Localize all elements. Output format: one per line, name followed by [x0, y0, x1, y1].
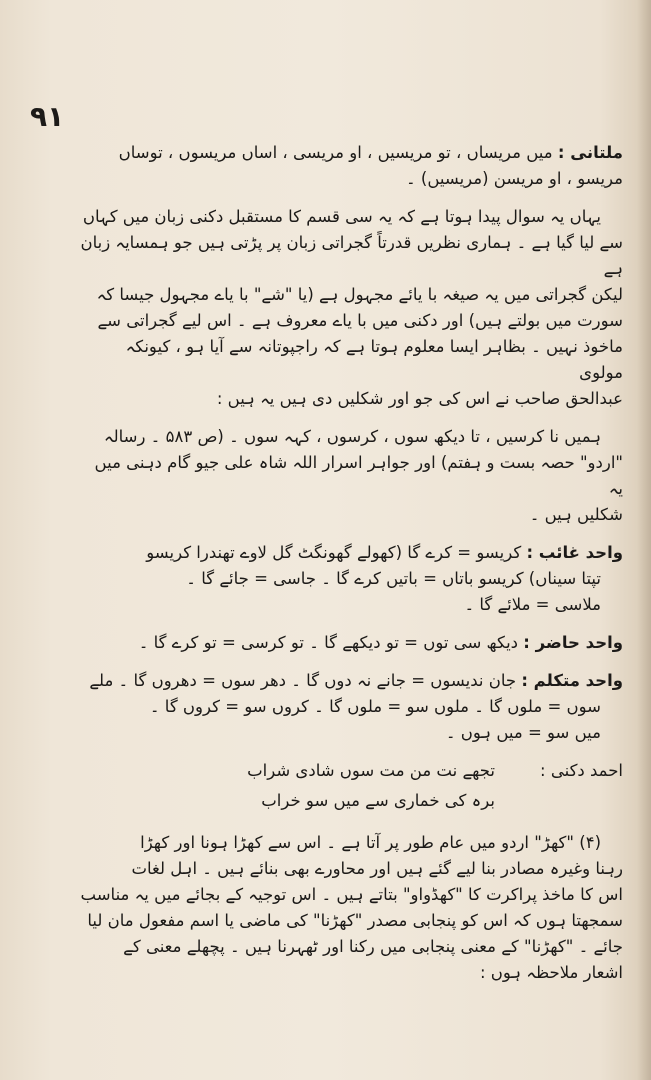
- paragraph-line: اشعار ملاحظہ ہوں :: [479, 963, 623, 982]
- wahid-mutakallim-section: [78, 668, 623, 746]
- multani-line-1: ملتانی : میں مریساں ، تو مریسیں ، او مریسی ، اساں مریسوں ، توساں: [118, 143, 623, 162]
- wahid-ghaib-line-1: واحد غائب : کریسو = کرے گا (کھولے گھونگٹ گل لاوے تھندرا کریسو: [146, 543, 623, 562]
- verse-block: [78, 758, 505, 818]
- paragraph-line: سورت میں بولتے ہیں) اور دکنی میں با یاے معروف ہے ۔ اس لیے گجراتی سے: [97, 311, 623, 330]
- paragraph-line: رہنا وغیرہ مصادر بنا لیے گئے ہیں اور محاورے بھی بنائے ہیں ۔ اہل لغات: [131, 859, 623, 878]
- page-edge-shadow: [637, 0, 651, 1080]
- wahid-hazir-section: [78, 630, 623, 656]
- wahid-mutakallim-line-2: سوں = ملوں گا ۔ ملوں سو = ملوں گا ۔ کروں سو = کروں گا ۔: [149, 697, 601, 716]
- paragraph-line: شکلیں ہیں ۔: [529, 505, 623, 524]
- paragraph-line: لیکن گجراتی میں یہ صیغہ با یائے مجہول ہے (یا "شے" با یاے مجہول جیسا کہ: [96, 285, 623, 304]
- paragraph-1: [78, 204, 623, 412]
- paragraph-line: ہمیں نا کرسیں ، تا دیکھ سوں ، کرسوں ، کہہ سوں ۔ (ص ۵۸۳ ۔ رسالہ: [103, 427, 601, 446]
- page-number: ۹۱: [30, 100, 65, 133]
- paragraph-line: "اردو" حصہ بست و ہفتم) اور جواہر اسرار اللہ شاہ علی جیو گام دہنی میں یہ: [94, 453, 623, 498]
- wahid-ghaib-line-3: ملاسی = ملائے گا ۔: [464, 595, 601, 614]
- paragraph-line: (۴) "کھڑ" اردو میں عام طور پر آتا ہے ۔ اس سے کھڑا ہونا اور کھڑا: [140, 833, 601, 852]
- paragraph-line: سمجھتا ہوں کہ اس کو پنجابی مصدر "کھڑنا" کی ماضی یا اسم مفعول مان لیا: [87, 911, 623, 930]
- multani-label: ملتانی :: [557, 143, 623, 162]
- wahid-hazir-line-1: واحد حاضر : دیکھ سی توں = تو دیکھے گا ۔ تو کرسی = تو کرے گا ۔: [138, 633, 623, 652]
- paragraph-3: [78, 830, 623, 986]
- paragraph-2: [78, 424, 623, 528]
- wahid-ghaib-label: واحد غائب :: [526, 543, 623, 562]
- wahid-hazir-label: واحد حاضر :: [523, 633, 623, 652]
- paragraph-line: یہاں یہ سوال پیدا ہوتا ہے کہ یہ سی قسم کا مستقبل دکنی زبان میں کہاں: [82, 207, 601, 226]
- wahid-mutakallim-line-1: واحد متکلم : جان ندیسوں = جانے نہ دوں گا ۔ دھر سوں = دھروں گا ۔ ملے: [89, 671, 623, 690]
- verse-line-1: تجھے نت من مت سوں شادی شراب: [247, 761, 495, 780]
- paragraph-line: سے لیا گیا ہے ۔ ہماری نظریں قدرتاً گجراتی زبان پر پڑتی ہیں جو ہمسایہ زبان ہے: [80, 233, 623, 278]
- paragraph-line: عبدالحق صاحب نے اس کی جو اور شکلیں دی ہیں یہ ہیں :: [216, 389, 623, 408]
- paragraph-line: جائے ۔ "کھڑنا" کے معنی پنجابی میں رکنا اور ٹھہرنا ہیں ۔ پچھلے معنی کے: [123, 937, 623, 956]
- page-content: [78, 140, 623, 998]
- wahid-mutakallim-label: واحد متکلم :: [521, 671, 623, 690]
- wahid-mutakallim-line-3: میں سو = میں ہوں ۔: [445, 723, 601, 742]
- verse-line-2: برہ کی خماری سے میں سو خراب: [261, 791, 495, 810]
- poetry-section: [78, 758, 623, 818]
- wahid-ghaib-section: [78, 540, 623, 618]
- multani-section: [78, 140, 623, 192]
- paragraph-line: ماخوذ نہیں ۔ بظاہر ایسا معلوم ہوتا ہے کہ راجپوتانہ سے آیا ہو ، کیونکہ مولوی: [125, 337, 623, 382]
- paragraph-line: اس کا ماخذ پراکرت کا "کھڈواو" بتاتے ہیں ۔ اس توجیہ کے بجائے میں یہ مناسب: [80, 885, 623, 904]
- wahid-ghaib-line-2: تپتا سیناں) کریسو باتاں = باتیں کرے گا ۔ جاسی = جائے گا ۔: [186, 569, 601, 588]
- multani-line-2: مریسو ، او مریسن (مریسیں) ۔: [405, 169, 623, 188]
- poet-name: احمد دکنی :: [540, 761, 623, 780]
